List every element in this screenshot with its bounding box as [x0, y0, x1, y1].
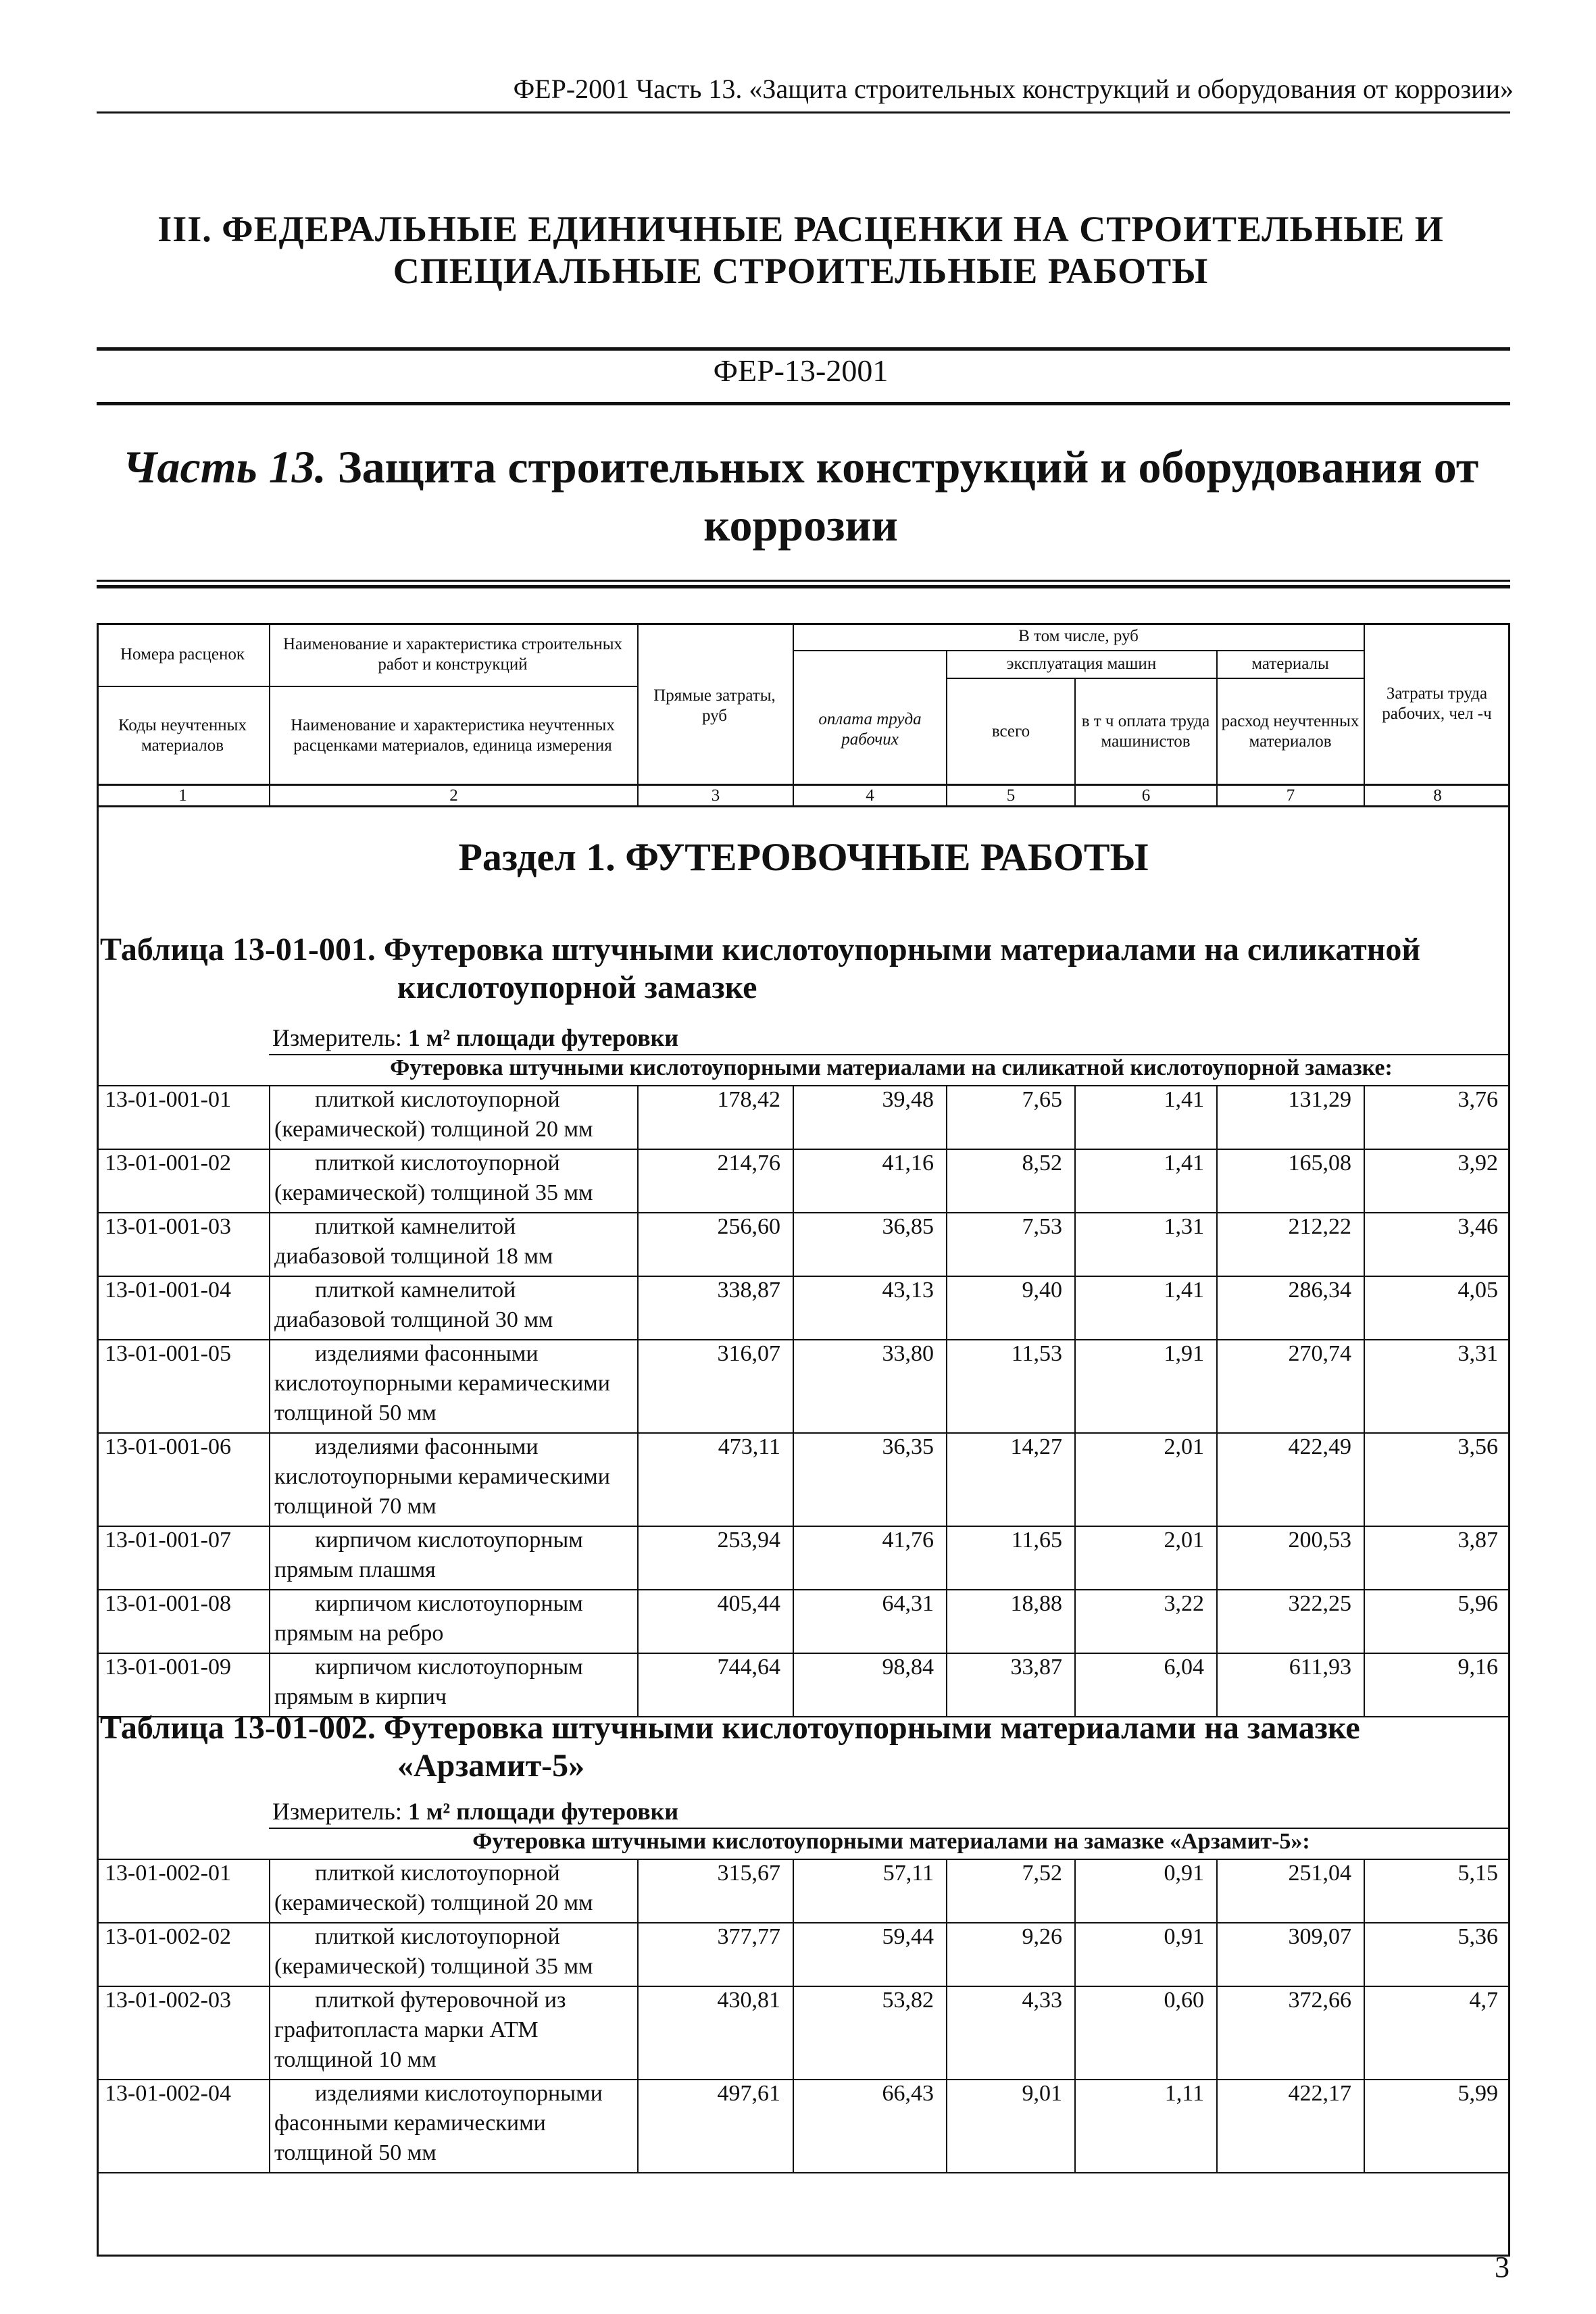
cell-labor: 36,85	[882, 1214, 934, 1239]
part-title-line1	[101, 438, 1500, 496]
cell-mat: 422,49	[1288, 1434, 1351, 1459]
vline-4	[946, 650, 947, 807]
cell-mach-labor: 2,01	[1164, 1528, 1204, 1553]
cell-code: 13-01-001-06	[105, 1434, 231, 1459]
cell-labor: 41,76	[882, 1528, 934, 1553]
cell-desc	[269, 1922, 637, 1986]
cell-mach-labor: 3,22	[1164, 1591, 1204, 1616]
part-title	[101, 438, 1500, 554]
cell-mach-labor: 1,41	[1164, 1087, 1204, 1112]
section-title-line2: СПЕЦИАЛЬНЫЕ СТРОИТЕЛЬНЫЕ РАБОТЫ	[393, 251, 1209, 291]
cell-hours: 3,46	[1457, 1214, 1498, 1239]
cell-desc	[269, 1212, 637, 1276]
header-c2-bottom: Наименование и характеристика неучтенных расценками материалов, единица измерения	[291, 716, 615, 755]
cell-direct: 377,77	[717, 1924, 780, 1949]
cell-direct: 744,64	[717, 1655, 780, 1680]
cell-desc	[269, 1085, 637, 1149]
cell-mach: 8,52	[1022, 1151, 1062, 1176]
vline-6	[1216, 650, 1218, 807]
description-line: диабазовой толщиной 30 мм	[274, 1307, 553, 1332]
description-line: кислотоупорными керамическими	[274, 1371, 611, 1396]
description-line: (керамической) толщиной 20 мм	[274, 1890, 593, 1915]
cell-mat: 422,17	[1288, 2081, 1351, 2106]
cell-mach: 7,52	[1022, 1861, 1062, 1886]
cell-direct: 338,87	[717, 1278, 780, 1303]
description-line: кирпичом кислотоупорным	[315, 1655, 583, 1680]
cell-hours: 5,36	[1457, 1924, 1498, 1949]
cell-direct: 316,07	[717, 1341, 780, 1366]
table-row	[97, 1589, 1510, 1653]
cell-mach: 11,65	[1011, 1528, 1062, 1553]
description-line: толщиной 50 мм	[274, 1401, 437, 1426]
cell-labor: 64,31	[882, 1591, 934, 1616]
cell-mach-labor: 0,91	[1164, 1861, 1204, 1886]
description-line: плиткой кислотоупорной	[315, 1151, 560, 1176]
cell-desc	[269, 1526, 637, 1589]
header-labor-wages: оплата труда рабочих	[818, 710, 922, 749]
table-title-2-line1: Таблица 13-01-002. Футеровка штучными кислотоупорными материалами на замазке	[100, 1710, 1360, 1746]
cell-code: 13-01-001-02	[105, 1151, 231, 1176]
header-rule	[97, 111, 1510, 114]
description-line: толщиной 50 мм	[274, 2140, 437, 2165]
header-num-4: 4	[866, 786, 874, 805]
cell-mat: 270,74	[1288, 1341, 1351, 1366]
cell-hours: 5,99	[1457, 2081, 1498, 2106]
table-row	[97, 1526, 1510, 1589]
header-rule-a	[97, 686, 637, 687]
cell-labor: 59,44	[882, 1924, 934, 1949]
cell-labor: 41,16	[882, 1151, 934, 1176]
cell-labor: 36,35	[882, 1434, 934, 1459]
table-title-1	[100, 931, 1505, 1007]
description-line: толщиной 70 мм	[274, 1494, 437, 1519]
double-rule-1	[97, 580, 1510, 582]
table-row	[97, 1339, 1510, 1432]
cell-mach: 11,53	[1011, 1341, 1062, 1366]
description-line: плиткой футеровочной из	[315, 1988, 566, 2013]
cell-code: 13-01-001-04	[105, 1278, 231, 1303]
header-num-2: 2	[449, 786, 458, 805]
cell-labor: 66,43	[882, 2081, 934, 2106]
description-line: толщиной 10 мм	[274, 2047, 437, 2072]
table-2-group-label: Футеровка штучными кислотоупорными материалами на замазке «Арзамит-5»:	[472, 1829, 1310, 1854]
header-machines: эксплуатация машин	[1006, 655, 1157, 673]
cell-mach: 9,26	[1022, 1924, 1062, 1949]
cell-mach-labor: 1,11	[1164, 2081, 1204, 2106]
cell-mach: 14,27	[1010, 1434, 1062, 1459]
table-row	[97, 1085, 1510, 1149]
cell-hours: 4,05	[1457, 1278, 1498, 1303]
cell-desc	[269, 1859, 637, 1922]
header-c2-top: Наименование и характеристика строительных работ и конструкций	[282, 635, 622, 674]
measure-prefix: Измеритель:	[272, 1024, 408, 1051]
cell-mach: 18,88	[1010, 1591, 1062, 1616]
vline-3	[793, 623, 794, 807]
cell-hours: 5,15	[1457, 1861, 1498, 1886]
cell-labor: 39,48	[882, 1087, 934, 1112]
cell-desc	[269, 1589, 637, 1653]
description-line: изделиями фасонными	[315, 1341, 539, 1366]
description-line: изделиями фасонными	[315, 1434, 539, 1459]
table-2-measure	[272, 1797, 678, 1826]
cell-mach: 7,53	[1022, 1214, 1062, 1239]
cell-code: 13-01-001-08	[105, 1591, 231, 1616]
description-line: прямым плашмя	[274, 1557, 436, 1582]
description-line: фасонными керамическими	[274, 2111, 546, 2136]
table-row	[97, 2079, 1510, 2172]
cell-mat: 286,34	[1288, 1278, 1351, 1303]
measure-prefix: Измеритель:	[272, 1798, 408, 1825]
cell-mach-labor: 1,41	[1164, 1151, 1204, 1176]
description-line: плиткой камнелитой	[315, 1278, 516, 1303]
table-title-2	[100, 1709, 1505, 1785]
header-direct-costs: Прямые затраты, руб	[653, 686, 776, 725]
description-line: плиткой камнелитой	[315, 1214, 516, 1239]
header-c1-top: Номера расценок	[120, 645, 245, 663]
header-machinist-wages: в т ч оплата труда машинистов	[1081, 712, 1210, 751]
cell-desc	[269, 1432, 637, 1526]
cell-hours: 3,87	[1457, 1528, 1498, 1553]
cell-mat: 165,08	[1288, 1151, 1351, 1176]
description-line: плиткой кислотоупорной	[315, 1861, 560, 1886]
header-num-5: 5	[1006, 786, 1016, 805]
description-line: графитопласта марки АТМ	[274, 2017, 539, 2042]
table-row	[97, 1149, 1510, 1212]
header-materials-consumption: расход неучтенных материалов	[1221, 712, 1360, 751]
cell-direct: 178,42	[717, 1087, 780, 1112]
cell-code: 13-01-002-01	[105, 1861, 231, 1886]
header-group: В том числе, руб	[1018, 627, 1139, 645]
cell-labor: 53,82	[882, 1988, 934, 2013]
cell-desc	[269, 1149, 637, 1212]
header-num-8: 8	[1433, 786, 1442, 805]
cell-labor: 43,13	[882, 1278, 934, 1303]
vline-2	[637, 623, 639, 807]
description-line: плиткой кислотоупорной	[315, 1087, 560, 1112]
cell-desc	[269, 1986, 637, 2079]
section-heading: Раздел 1. ФУТЕРОВОЧНЫЕ РАБОТЫ	[458, 835, 1149, 879]
table-row	[97, 1276, 1510, 1339]
section-title-line1: III. ФЕДЕРАЛЬНЫЕ ЕДИНИЧНЫЕ РАСЦЕНКИ НА СТРОИТЕЛЬНЫЕ И	[157, 209, 1444, 249]
cell-desc	[269, 1339, 637, 1432]
measure-value: 1 м² площади футеровки	[407, 1798, 679, 1825]
cell-mach-labor: 2,01	[1164, 1434, 1204, 1459]
cell-hours: 3,56	[1457, 1434, 1498, 1459]
document-code: ФЕР-13-2001	[713, 353, 889, 388]
cell-direct: 315,67	[717, 1861, 780, 1886]
header-materials: материалы	[1251, 655, 1329, 673]
description-line: кирпичом кислотоупорным	[315, 1591, 583, 1616]
cell-mach: 33,87	[1010, 1655, 1062, 1680]
cell-hours: 3,92	[1457, 1151, 1498, 1176]
measure-value: 1 м² площади футеровки	[407, 1024, 679, 1051]
double-rule-2	[97, 585, 1510, 588]
header-rule-c	[946, 678, 1364, 679]
table-row	[97, 1432, 1510, 1526]
header-num-7: 7	[1286, 786, 1295, 805]
cell-labor: 98,84	[882, 1655, 934, 1680]
vline-1	[269, 623, 270, 807]
cell-code: 13-01-001-09	[105, 1655, 231, 1680]
part-title-line2: коррозии	[703, 499, 898, 551]
cell-code: 13-01-002-04	[105, 2081, 231, 2106]
cell-mach-labor: 1,31	[1164, 1214, 1204, 1239]
table-row	[97, 1653, 1510, 1716]
cell-mat: 322,25	[1288, 1591, 1351, 1616]
cell-direct: 214,76	[717, 1151, 780, 1176]
header-num-6: 6	[1141, 786, 1151, 805]
cell-mach-labor: 6,04	[1164, 1655, 1204, 1680]
header-num-3: 3	[711, 786, 720, 805]
page-number: 3	[1495, 2250, 1510, 2284]
cell-hours: 4,7	[1469, 1988, 1498, 2013]
cell-direct: 497,61	[717, 2081, 780, 2106]
table-title-1-line1: Таблица 13-01-001. Футеровка штучными кислотоупорными материалами на силикатной	[100, 932, 1421, 967]
part-number: Часть 13.	[122, 441, 326, 493]
description-line: (керамической) толщиной 35 мм	[274, 1180, 593, 1205]
cell-mat: 131,29	[1288, 1087, 1351, 1112]
cell-direct: 430,81	[717, 1988, 780, 2013]
section-title	[101, 208, 1500, 292]
cell-mach-labor: 1,91	[1164, 1341, 1204, 1366]
running-header: ФЕР-2001 Часть 13. «Защита строительных конструкций и оборудования от коррозии»	[513, 74, 1514, 104]
code-rule-top	[97, 347, 1510, 351]
table-row	[97, 1859, 1510, 1922]
description-line: кирпичом кислотоупорным	[315, 1528, 583, 1553]
cell-mach-labor: 1,41	[1164, 1278, 1204, 1303]
cell-mat: 212,22	[1288, 1214, 1351, 1239]
cell-desc	[269, 1276, 637, 1339]
table-row	[97, 1986, 1510, 2079]
table-row	[97, 1922, 1510, 1986]
cell-hours: 3,76	[1457, 1087, 1498, 1112]
cell-mat: 372,66	[1288, 1988, 1351, 2013]
code-rule-bottom	[97, 402, 1510, 405]
table-title-1-line2: кислотоупорной замазке	[397, 970, 757, 1005]
cell-code: 13-01-001-07	[105, 1528, 231, 1553]
table-row	[97, 1212, 1510, 1276]
cell-code: 13-01-002-02	[105, 1924, 231, 1949]
vline-7	[1364, 623, 1365, 807]
header-c1-bottom: Коды неучтенных материалов	[118, 716, 247, 755]
table-1-group-label: Футеровка штучными кислотоупорными материалами на силикатной кислотоупорной замазке:	[390, 1055, 1393, 1080]
description-line: прямым в кирпич	[274, 1684, 447, 1709]
header-labor-hours: Затраты труда рабочих, чел -ч	[1382, 684, 1492, 723]
cell-mat: 309,07	[1288, 1924, 1351, 1949]
cell-direct: 473,11	[718, 1434, 780, 1459]
cell-direct: 405,44	[717, 1591, 780, 1616]
cell-desc	[269, 2079, 637, 2172]
part-title-text: Защита строительных конструкций и оборудования от	[326, 441, 1479, 493]
description-line: (керамической) толщиной 35 мм	[274, 1954, 593, 1979]
description-line: (керамической) толщиной 20 мм	[274, 1117, 593, 1142]
cell-mach-labor: 0,91	[1164, 1924, 1204, 1949]
description-line: диабазовой толщиной 18 мм	[274, 1244, 553, 1269]
header-num-1: 1	[178, 786, 187, 805]
header-machines-total: всего	[991, 722, 1030, 740]
cell-direct: 253,94	[717, 1528, 780, 1553]
cell-direct: 256,60	[717, 1214, 780, 1239]
table-1-measure	[272, 1024, 678, 1052]
cell-mat: 200,53	[1288, 1528, 1351, 1553]
description-line: изделиями кислотоупорными	[315, 2081, 603, 2106]
cell-mach: 9,01	[1022, 2081, 1062, 2106]
cell-mat: 611,93	[1289, 1655, 1351, 1680]
cell-mach: 9,40	[1022, 1278, 1062, 1303]
cell-mat: 251,04	[1288, 1861, 1351, 1886]
table-title-2-line2: «Арзамит-5»	[397, 1748, 585, 1784]
description-line: кислотоупорными керамическими	[274, 1464, 611, 1489]
cell-desc	[269, 1653, 637, 1716]
cell-code: 13-01-001-01	[105, 1087, 231, 1112]
description-line: прямым на ребро	[274, 1621, 444, 1646]
cell-labor: 33,80	[882, 1341, 934, 1366]
row-rule	[97, 2172, 1510, 2173]
cell-hours: 3,31	[1457, 1341, 1498, 1366]
description-line: плиткой кислотоупорной	[315, 1924, 560, 1949]
cell-labor: 57,11	[882, 1861, 934, 1886]
cell-mach: 4,33	[1022, 1988, 1062, 2013]
cell-code: 13-01-001-03	[105, 1214, 231, 1239]
cell-hours: 9,16	[1457, 1655, 1498, 1680]
cell-code: 13-01-001-05	[105, 1341, 231, 1366]
cell-mach-labor: 0,60	[1164, 1988, 1204, 2013]
cell-mach: 7,65	[1022, 1087, 1062, 1112]
cell-code: 13-01-002-03	[105, 1988, 231, 2013]
cell-hours: 5,96	[1457, 1591, 1498, 1616]
